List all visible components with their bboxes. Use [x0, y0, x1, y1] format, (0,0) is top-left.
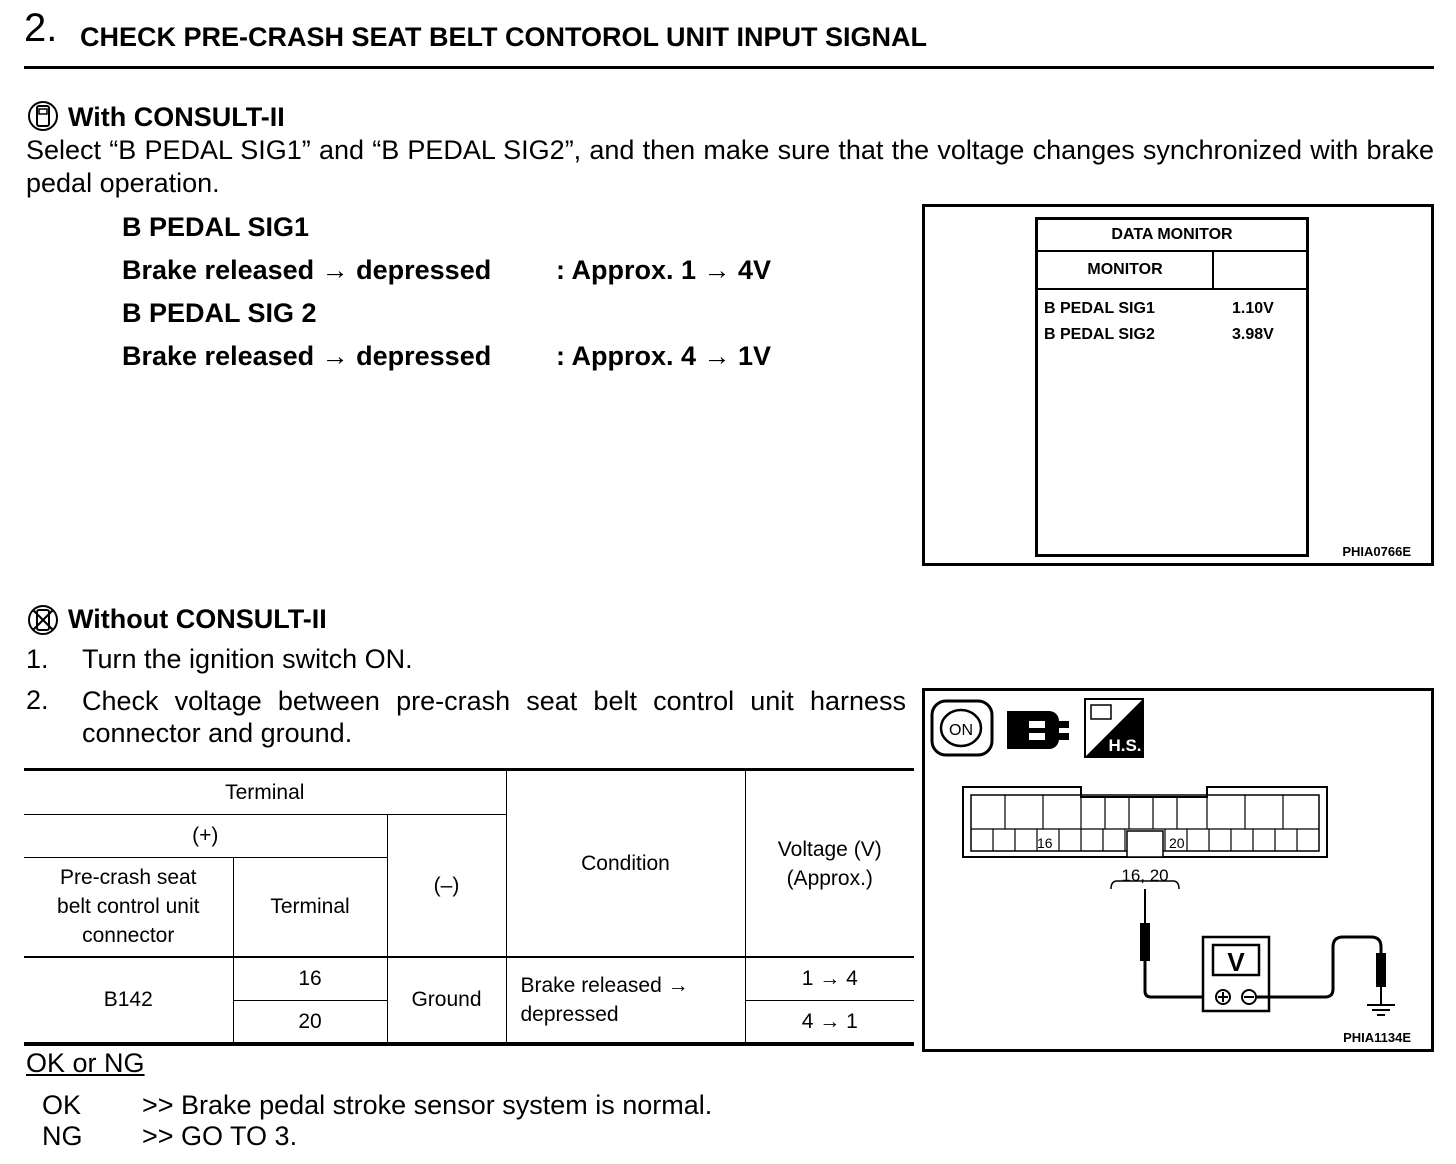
monitor-value-2: 3.98V — [1232, 326, 1274, 343]
figure-code-1: PHIA0766E — [1342, 544, 1411, 559]
figure-code-2: PHIA1134E — [1343, 1030, 1411, 1045]
signal-1-condition: Brake released → depressed — [122, 255, 492, 285]
with-consult-heading: With CONSULT-II — [68, 102, 285, 132]
circuit-figure — [922, 688, 1434, 1052]
header-plus: (+) — [24, 814, 387, 857]
result-ng-code: NG — [42, 1121, 83, 1151]
header-condition: Condition — [506, 771, 745, 957]
monitor-screen — [1035, 217, 1309, 557]
monitor-label-blank — [1214, 252, 1306, 290]
step-number: 2. — [24, 6, 58, 50]
pins-label: 16, 20 — [1121, 866, 1169, 885]
header-terminal-sub: Terminal — [233, 857, 387, 957]
step-title: CHECK PRE-CRASH SEAT BELT CONTOROL UNIT INPUT SIGNAL — [80, 22, 928, 52]
monitor-value-1: 1.10V — [1232, 300, 1274, 317]
result-ok-code: OK — [42, 1090, 82, 1120]
step-1-num: 1. — [26, 644, 49, 674]
cell-ground: Ground — [387, 957, 506, 1042]
header-connector: Pre-crash seat belt control unit connector — [24, 857, 233, 957]
header-terminal: Terminal — [24, 771, 506, 814]
ignition-key-icon — [932, 701, 992, 755]
signal-2-value: : Approx. 4 → 1V — [556, 341, 772, 371]
header-voltage: Voltage (V) (Approx.) — [745, 771, 914, 957]
ground-icon — [1367, 1005, 1395, 1015]
monitor-header: DATA MONITOR — [1038, 220, 1306, 252]
consult-icon — [26, 100, 60, 137]
cell-terminal-16: 16 — [233, 957, 387, 1000]
step-2-text: Check voltage between pre-crash seat belt control unit harness connector and ground. — [82, 686, 906, 748]
harness-connector — [963, 787, 1327, 857]
pin-20-label: 20 — [1169, 835, 1185, 851]
title-divider — [24, 66, 1434, 69]
cell-terminal-20: 20 — [233, 1000, 387, 1042]
voltmeter-icon — [1203, 937, 1269, 1011]
monitor-label: MONITOR — [1038, 252, 1214, 290]
header-minus: (–) — [387, 814, 506, 957]
result-heading: OK or NG — [26, 1048, 145, 1078]
without-consult-heading: Without CONSULT-II — [68, 604, 327, 634]
no-consult-icon — [26, 604, 60, 641]
consult-instruction: Select “B PEDAL SIG1” and “B PEDAL SIG2”, and then make sure that the voltage changes synchronized with brake pedal operation. — [26, 135, 1434, 198]
data-monitor-figure — [922, 204, 1434, 566]
signal-1-value: : Approx. 1 → 4V — [556, 255, 772, 285]
pin-16-label: 16 — [1037, 835, 1053, 851]
signal-1-name: B PEDAL SIG1 — [122, 212, 310, 242]
terminal-table-wrap — [24, 768, 914, 1046]
step-1-text: Turn the ignition switch ON. — [82, 644, 413, 674]
on-label: ON — [949, 722, 973, 739]
cell-voltage-20: 4 → 1 — [745, 1000, 914, 1042]
meter-label: V — [1227, 947, 1245, 977]
terminal-table — [24, 771, 914, 1043]
step-2-num: 2. — [26, 685, 49, 715]
result-ng-text: >> GO TO 3. — [142, 1121, 298, 1151]
circuit-diagram — [925, 691, 1431, 1049]
hs-label: H.S. — [1108, 736, 1142, 755]
harness-side-icon — [1085, 699, 1143, 757]
cell-voltage-16: 1 → 4 — [745, 957, 914, 1000]
monitor-item-1: B PEDAL SIG1 — [1044, 300, 1155, 317]
monitor-item-2: B PEDAL SIG2 — [1044, 326, 1155, 343]
signal-2-condition: Brake released → depressed — [122, 341, 492, 371]
cell-condition: Brake released → depressed — [506, 957, 745, 1042]
signal-2-name: B PEDAL SIG 2 — [122, 298, 317, 328]
connector-disconnected-icon — [1007, 711, 1069, 749]
result-ok-text: >> Brake pedal stroke sensor system is normal. — [142, 1090, 713, 1120]
cell-connector: B142 — [24, 957, 233, 1042]
